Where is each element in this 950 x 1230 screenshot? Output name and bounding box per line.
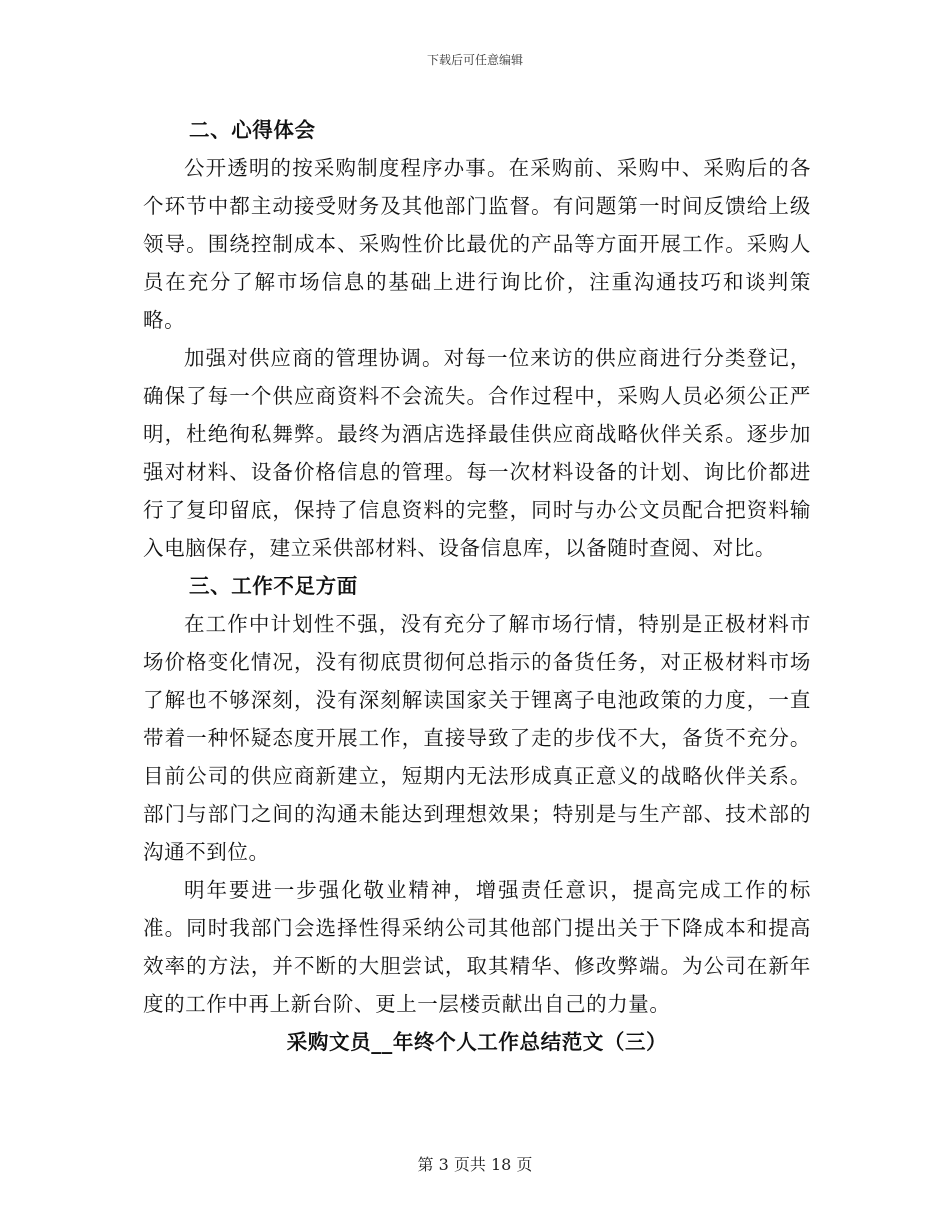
paragraph: 加强对供应商的管理协调。对每一位来访的供应商进行分类登记，确保了每一个供应商资料不会流失。合作过程中，采购人员必须公正严明，杜绝徇私舞弊。最终为酒店选择最佳供应商战略伙伴关系。逐步加强对材料、设备价格信息的管理。每一次材料设备的计划、询比价都进行了复印留底，保持了信息资料的完整，同时与办公文员配合把资料输入电脑保存，建立采供部材料、设备信息库，以备随时查阅、对比。	[143, 346, 811, 560]
section-heading-insights: 二、心得体会	[189, 118, 316, 142]
next-document-title: 采购文员__年终个人工作总结范文（三）	[286, 1030, 668, 1054]
section-heading-shortcomings: 三、工作不足方面	[189, 574, 358, 598]
page-number: 第 3 页共 18 页	[417, 1155, 533, 1174]
page-header-note: 下载后可任意编辑	[426, 53, 523, 67]
paragraph: 公开透明的按采购制度程序办事。在采购前、采购中、采购后的各个环节中都主动接受财务及其他部门监督。有问题第一时间反馈给上级领导。围绕控制成本、采购性价比最优的产品等方面开展工作。采购人员在充分了解市场信息的基础上进行询比价，注重沟通技巧和谈判策略。	[143, 156, 811, 332]
paragraph: 在工作中计划性不强，没有充分了解市场行情，特别是正极材料市场价格变化情况，没有彻底贯彻何总指示的备货任务，对正极材料市场了解也不够深刻，没有深刻解读国家关于锂离子电池政策的力度，一直带着一种怀疑态度开展工作，直接导致了走的步伐不大，备货不充分。目前公司的供应商新建立，短期内无法形成真正意义的战略伙伴关系。部门与部门之间的沟通未能达到理想效果；特别是与生产部、技术部的沟通不到位。	[143, 612, 811, 864]
paragraph: 明年要进一步强化敬业精神，增强责任意识，提高完成工作的标准。同时我部门会选择性得采纳公司其他部门提出关于下降成本和提高效率的方法，并不断的大胆尝试，取其精华、修改弊端。为公司在新年度的工作中再上新台阶、更上一层楼贡献出自己的力量。	[143, 878, 811, 1016]
document-body	[143, 111, 811, 1061]
